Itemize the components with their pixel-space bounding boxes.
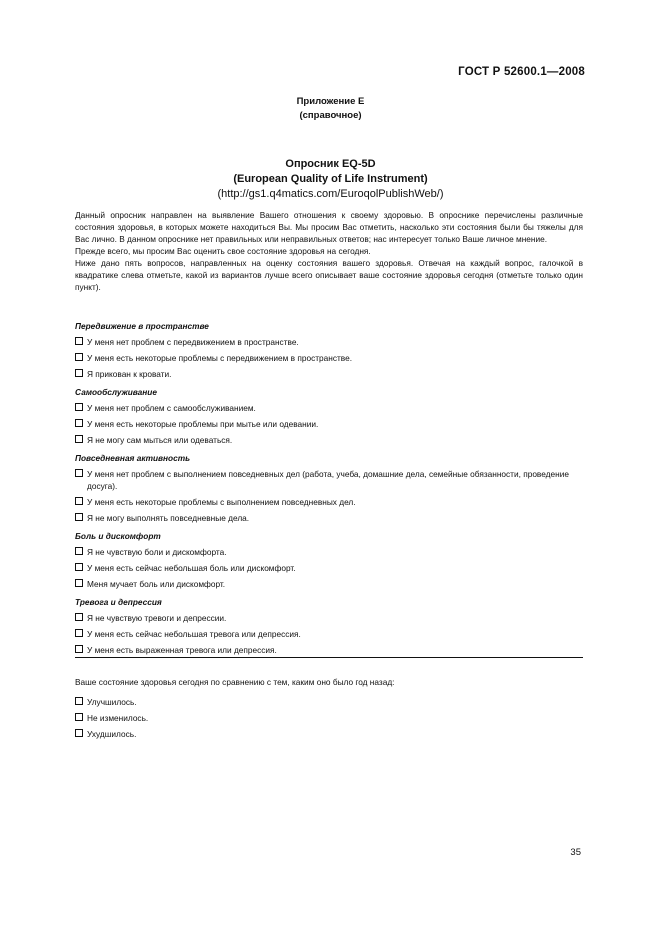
option-item[interactable] bbox=[75, 562, 583, 574]
checkbox[interactable] bbox=[75, 337, 83, 345]
checkbox[interactable] bbox=[75, 419, 83, 427]
option-label: Не изменилось. bbox=[87, 713, 149, 723]
section-title: Передвижение в пространстве bbox=[75, 321, 209, 331]
checkbox[interactable] bbox=[75, 353, 83, 361]
option-label: У меня есть некоторые проблемы с передвижением в пространстве. bbox=[87, 353, 353, 363]
section-title: Боль и дискомфорт bbox=[75, 531, 161, 541]
checkbox[interactable] bbox=[75, 613, 83, 621]
checkbox[interactable] bbox=[75, 713, 83, 721]
intro-paragraph: Прежде всего, мы просим Вас оценить свое состояние здоровья на сегодня. bbox=[75, 246, 371, 256]
option-item[interactable] bbox=[75, 628, 583, 640]
section-usual-activities bbox=[75, 450, 583, 524]
divider bbox=[75, 657, 583, 658]
option-label: У меня есть сейчас небольшая боль или дискомфорт. bbox=[87, 563, 296, 573]
checkbox[interactable] bbox=[75, 563, 83, 571]
option-label: У меня есть некоторые проблемы при мытье или одевании. bbox=[87, 419, 319, 429]
option-item[interactable] bbox=[75, 546, 583, 558]
comparison-question-text: Ваше состояние здоровья сегодня по сравнению с тем, каким оно было год назад: bbox=[75, 677, 395, 687]
checkbox[interactable] bbox=[75, 547, 83, 555]
checkbox[interactable] bbox=[75, 629, 83, 637]
option-label: Ухудшилось. bbox=[87, 729, 137, 739]
option-item[interactable] bbox=[75, 468, 583, 492]
option-item[interactable] bbox=[75, 402, 583, 414]
annex-heading bbox=[0, 95, 661, 123]
questionnaire-heading bbox=[0, 157, 661, 202]
option-item[interactable] bbox=[75, 578, 583, 590]
option-item[interactable] bbox=[75, 352, 583, 364]
annex-subtitle: (справочное) bbox=[299, 110, 362, 121]
standard-number: ГОСТ Р 52600.1—2008 bbox=[458, 66, 585, 78]
option-item[interactable] bbox=[75, 496, 583, 508]
option-item[interactable] bbox=[75, 368, 583, 380]
checkbox[interactable] bbox=[75, 369, 83, 377]
checkbox[interactable] bbox=[75, 435, 83, 443]
checkbox[interactable] bbox=[75, 729, 83, 737]
option-item[interactable] bbox=[75, 434, 583, 446]
comparison-question bbox=[75, 676, 583, 744]
option-item[interactable] bbox=[75, 712, 583, 724]
questionnaire-url: (http://gs1.q4matics.com/EuroqolPublishWeb/) bbox=[217, 188, 444, 200]
option-item[interactable] bbox=[75, 612, 583, 624]
intro-paragraph: Ниже дано пять вопросов, направленных на оценку состояния вашего здоровья. Отвечая на каждый вопрос, галочкой в квадратике слева отметьте, какой из вариантов лучше всего описывает ваше состояние здоровья сегодня (отметьте только один пункт). bbox=[75, 258, 583, 292]
annex-title: Приложение Е bbox=[296, 96, 365, 107]
section-pain-discomfort bbox=[75, 528, 583, 590]
option-label: Я прикован к кровати. bbox=[87, 369, 172, 379]
checkbox[interactable] bbox=[75, 469, 83, 477]
checkbox[interactable] bbox=[75, 497, 83, 505]
option-item[interactable] bbox=[75, 336, 583, 348]
option-item[interactable] bbox=[75, 696, 583, 708]
option-label: У меня нет проблем с передвижением в пространстве. bbox=[87, 337, 299, 347]
section-title: Самообслуживание bbox=[75, 387, 157, 397]
questionnaire-title: Опросник EQ-5D bbox=[285, 158, 376, 170]
section-title: Тревога и депрессия bbox=[75, 597, 162, 607]
checkbox[interactable] bbox=[75, 697, 83, 705]
section-self-care bbox=[75, 384, 583, 446]
option-label: Улучшилось. bbox=[87, 697, 137, 707]
section-title: Повседневная активность bbox=[75, 453, 191, 463]
option-item[interactable] bbox=[75, 418, 583, 430]
section-anxiety-depression bbox=[75, 594, 583, 656]
option-label: Я не могу выполнять повседневные дела. bbox=[87, 513, 250, 523]
questionnaire-sections bbox=[75, 318, 583, 660]
intro-paragraph: Данный опросник направлен на выявление Вашего отношения к своему здоровью. В опроснике перечислены различные состояния здоровья, в которых можете находиться Вы. Мы просим Вас отметить, насколько эти состояния были бы тяжелы для Вас лично. В данном опроснике нет правильных или неправильных ответов; нас интересует только Ваше личное мнение. bbox=[75, 210, 583, 244]
intro-text bbox=[75, 209, 583, 293]
option-item[interactable] bbox=[75, 728, 583, 740]
option-item[interactable] bbox=[75, 512, 583, 524]
questionnaire-subtitle: (European Quality of Life Instrument) bbox=[233, 173, 428, 185]
option-item[interactable] bbox=[75, 644, 583, 656]
checkbox[interactable] bbox=[75, 513, 83, 521]
option-label: У меня нет проблем с самообслуживанием. bbox=[87, 403, 256, 413]
checkbox[interactable] bbox=[75, 403, 83, 411]
option-label: Я не чувствую тревоги и депрессии. bbox=[87, 613, 227, 623]
option-label: У меня есть выраженная тревога или депрессия. bbox=[87, 645, 277, 655]
checkbox[interactable] bbox=[75, 579, 83, 587]
option-label: Меня мучает боль или дискомфорт. bbox=[87, 579, 226, 589]
option-label: У меня есть сейчас небольшая тревога или депрессия. bbox=[87, 629, 301, 639]
page-number: 35 bbox=[570, 847, 581, 858]
option-label: У меня нет проблем с выполнением повседневных дел (работа, учеба, домашние дела, семейные обязанности, проведение досуга). bbox=[87, 469, 569, 491]
option-label: У меня есть некоторые проблемы с выполнением повседневных дел. bbox=[87, 497, 356, 507]
checkbox[interactable] bbox=[75, 645, 83, 653]
section-mobility bbox=[75, 318, 583, 380]
option-label: Я не чувствую боли и дискомфорта. bbox=[87, 547, 227, 557]
option-label: Я не могу сам мыться или одеваться. bbox=[87, 435, 233, 445]
